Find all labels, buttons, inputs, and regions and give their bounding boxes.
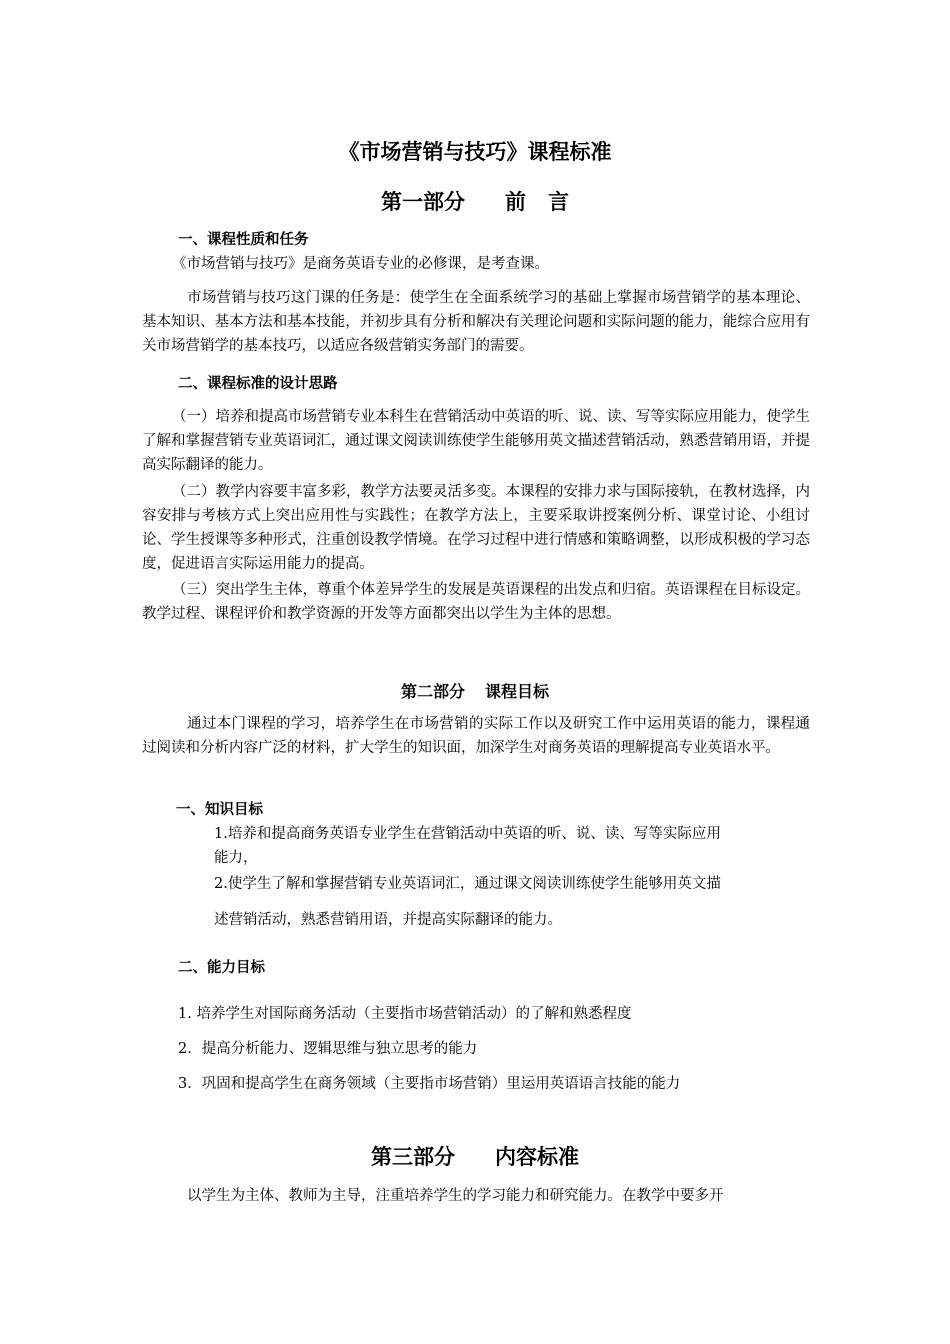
- design-idea-item-1: （一）培养和提高市场营销专业本科生在营销活动中英语的听、说、读、写等实际应用能力，使学生了解和掌握营销专业英语词汇，通过课文阅读训练使学生能够用英文描述营销活动，熟悉营销用语，并提高实际翻译的能力。: [142, 409, 810, 473]
- content-standard-intro: 以学生为主体、教师为主导，注重培养学生的学习能力和研究能力。在教学中要多开: [187, 1188, 724, 1204]
- part1-heading: [0, 186, 950, 216]
- section-heading-course-nature: 一、课程性质和任务: [178, 232, 309, 248]
- ability-item-1: 1. 培养学生对国际商务活动（主要指市场营销活动）的了解和熟悉程度: [178, 1006, 632, 1022]
- knowledge-item-2-line-1: 2.使学生了解和掌握营销专业英语词汇，通过课文阅读训练使学生能够用英文描: [214, 876, 721, 892]
- course-task-paragraph: 市场营销与技巧这门课的任务是：使学生在全面系统学习的基础上掌握市场营销学的基本理论、基本知识、基本方法和基本技能，并初步具有分析和解决有关理论问题和实际问题的能力，能综合应用有关市场营销学的基本技巧，以适应各级营销实务部门的需要。: [142, 290, 810, 354]
- part2-name: 课程目标: [485, 682, 550, 701]
- part3-name: 内容标准: [495, 1145, 579, 1169]
- knowledge-item-2-line-2: 述营销活动，熟悉营销用语，并提高实际翻译的能力。: [214, 912, 562, 928]
- ability-item-2: 2．提高分析能力、逻辑思维与独立思考的能力: [178, 1041, 478, 1057]
- design-idea-item-2: （二）教学内容要丰富多彩，教学方法要灵活多变。本课程的安排力求与国际接轨，在教材选择，内容安排与考核方式上突出应用性与实践性；在教学方法上，主要采取讲授案例分析、课堂讨论、小组讨论、学生授课等多种形式，注重创设教学情境。在学习过程中进行情感和策略调整，以形成积极的学习态度，促进语言实际运用能力的提高。: [142, 484, 810, 572]
- section-heading-design-ideas: 二、课程标准的设计思路: [178, 376, 338, 392]
- part1-name-a: 前: [505, 190, 526, 214]
- course-objective-intro: 通过本门课程的学习，培养学生在市场营销的实际工作以及研究工作中运用英语的能力，课程通过阅读和分析内容广泛的材料，扩大学生的知识面，加深学生对商务英语的理解提高专业英语水平。: [142, 716, 810, 756]
- part2-label: 第二部分: [400, 682, 465, 701]
- ability-objectives-heading: 二、能力目标: [178, 960, 265, 976]
- part1-name-b: 言: [548, 190, 569, 214]
- ability-item-3: 3．巩固和提高学生在商务领域（主要指市场营销）里运用英语语言技能的能力: [178, 1076, 681, 1092]
- part3-heading: [0, 1141, 950, 1171]
- part2-heading: [0, 679, 950, 702]
- course-nature-line: 《市场营销与技巧》是商务英语专业的必修课，是考查课。: [172, 256, 549, 272]
- knowledge-objectives-heading: 一、知识目标: [176, 802, 263, 818]
- knowledge-item-1-line-1: 1.培养和提高商务英语专业学生在营销活动中英语的听、说、读、写等实际应用: [214, 826, 721, 842]
- design-idea-item-3: （三）突出学生主体，尊重个体差异学生的发展是英语课程的出发点和归宿。英语课程在目标设定。教学过程、课程评价和教学资源的开发等方面都突出以学生为主体的思想。: [142, 582, 810, 622]
- part3-label: 第三部分: [371, 1145, 455, 1169]
- part1-label: 第一部分: [381, 190, 465, 214]
- document-title: 《市场营销与技巧》课程标准: [338, 140, 612, 164]
- knowledge-item-1-line-2: 能力，: [214, 850, 258, 866]
